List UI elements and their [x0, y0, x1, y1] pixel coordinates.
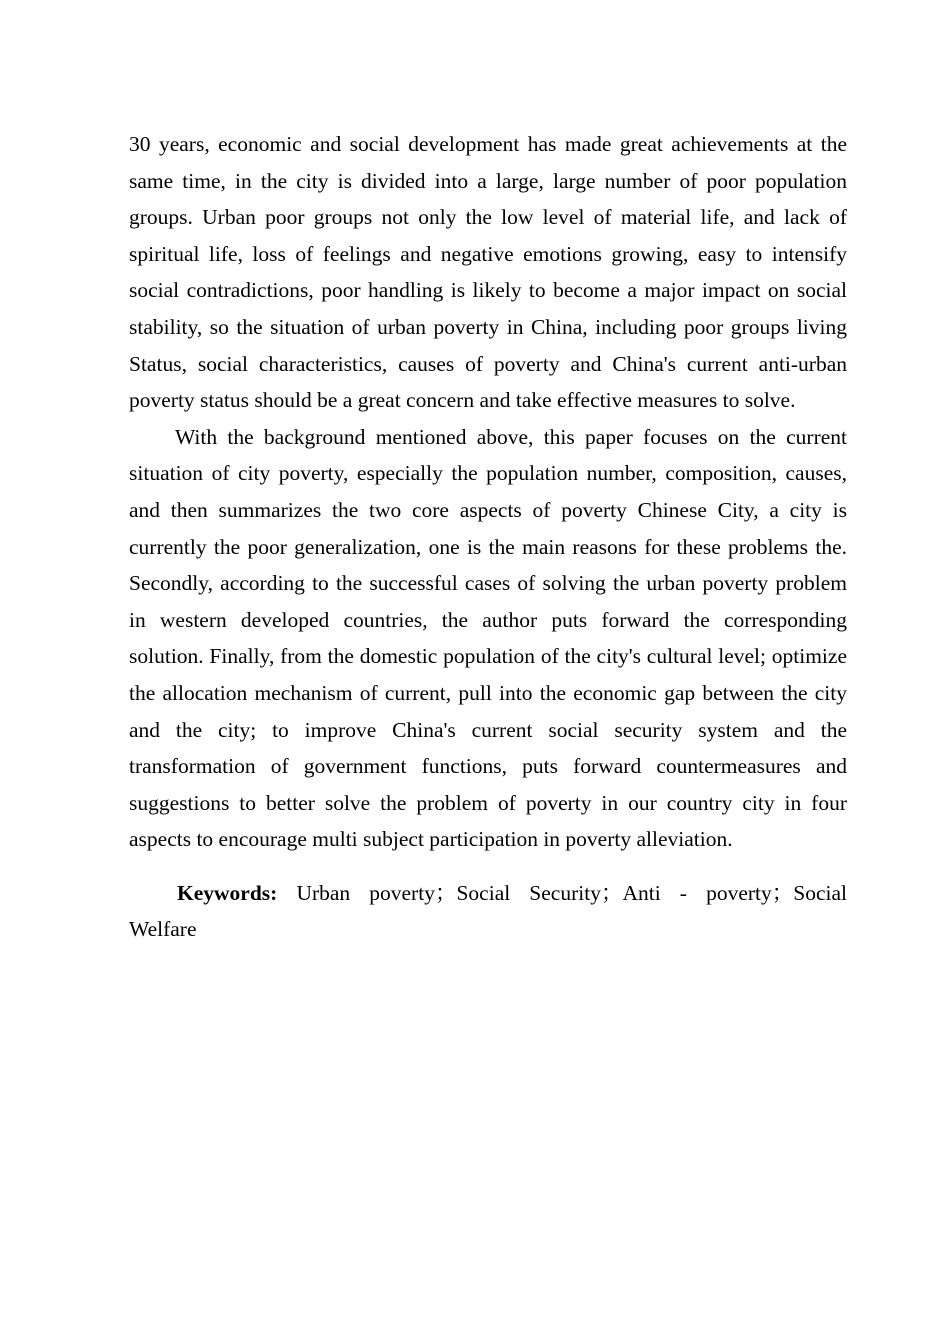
keywords-separator-1: ；	[434, 880, 457, 905]
document-text-column	[129, 126, 847, 948]
keywords-term-4: Social Welfare	[129, 880, 848, 942]
keywords-line	[129, 875, 847, 948]
keywords-term-3: Anti - poverty	[622, 880, 772, 905]
keywords-term-2: Social Security	[456, 880, 601, 905]
keywords-term-1: Urban poverty	[296, 880, 435, 905]
paragraph-abstract-continuation: 30 years, economic and social development has made great achievements at the same time, in the city is divided into a large, large number of poor population groups. Urban poor groups not only the low level of material life, and lack of spiritual life, loss of feelings and negative emotions growing, easy to intensify social contradictions, poor handling is likely to become a major impact on social stability, so the situation of urban poverty in China, including poor groups living Status, social characteristics, causes of poverty and China's current anti-urban poverty status should be a great concern and take effective measures to solve.	[129, 132, 847, 413]
paragraph-paper-focus: With the background mentioned above, this paper focuses on the current situation of city poverty, especially the population number, composition, causes, and then summarizes the two core aspects of poverty Chinese City, a city is currently the poor generalization, one is the main reasons for these problems the. Secondly, according to the successful cases of solving the urban poverty problem in western developed countries, the author puts forward the corresponding solution. Finally, from the domestic population of the city's cultural level; optimize the allocation mechanism of current, pull into the economic gap between the city and the city; to improve China's current social security system and the transformation of government functions, puts forward countermeasures and suggestions to better solve the problem of poverty in our country city in four aspects to encourage multi subject participation in poverty alleviation.	[129, 424, 847, 852]
keywords-label: Keywords:	[177, 880, 278, 905]
keywords-separator-3: ；	[771, 880, 794, 905]
keywords-space	[277, 881, 296, 905]
keywords-separator-2: ；	[600, 880, 623, 905]
